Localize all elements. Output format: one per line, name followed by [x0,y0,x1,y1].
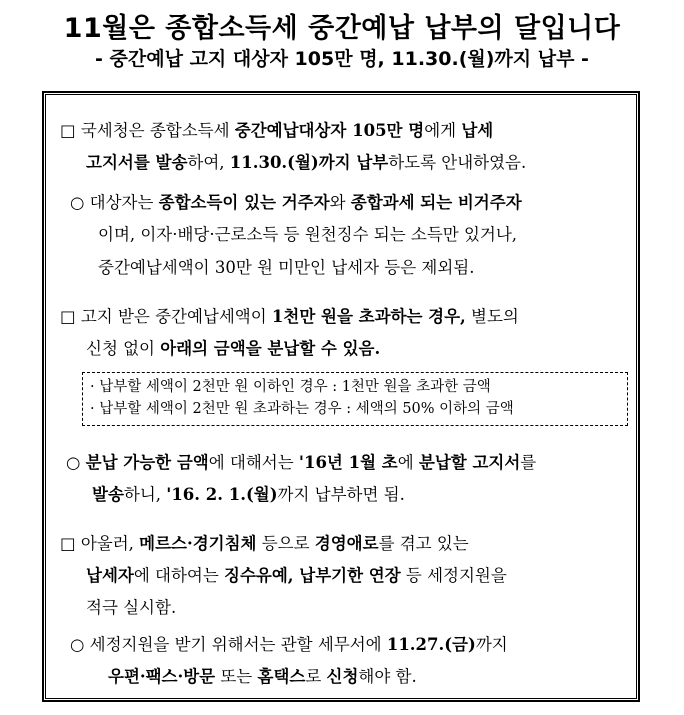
text: 하도록 안내하였음. [388,153,527,172]
text: 와 [329,193,351,212]
text-emphasis: 중간예납대상자 105만 명 [234,121,425,140]
text-emphasis: 1천만 원을 초과하는 경우, [271,307,466,326]
text: 를 [520,453,537,472]
text-emphasis: 11.27.(금) [386,635,476,654]
text-emphasis: 메르스·경기침체 [139,534,257,553]
text: 에 대하여는 [133,566,225,585]
section2-sub-line1 [66,453,536,473]
page-subtitle: - 중간예납 고지 대상자 105만 명, 11.30.(월)까지 납부 - [95,48,589,70]
text: 대상자는 [89,193,159,212]
text-emphasis: '16. 2. 1.(월) [166,485,278,504]
section3-line1 [60,534,469,554]
circle-bullet-icon: ○ [66,453,81,472]
text-emphasis: 납세자 [86,566,134,585]
text: 등 세정지원을 [400,566,507,585]
text: 별도의 [465,307,519,326]
installment-row-2: · 납부할 세액이 2천만 원 초과하는 경우 : 세액의 50% 이하의 금액 [90,401,514,417]
text-emphasis: 11.30.(월)까지 납부 [229,153,389,172]
text: 아울러, [80,534,140,553]
text: 에 대해서는 [208,453,299,472]
text: 세정지원을 받기 위해서는 관할 세무서에 [89,635,387,654]
text: 까지 납부하면 됨. [277,485,405,504]
text-emphasis: 납세 [461,121,494,140]
text: 해야 함. [358,667,417,686]
text: 에 [397,453,419,472]
text: 국세청은 종합소득세 [80,121,235,140]
section3-sub-line1 [70,635,508,655]
section3-sub-line2 [108,667,417,687]
square-bullet-icon: □ [60,534,76,553]
section2-line1 [60,307,519,327]
text-emphasis: 우편·팩스·방문 [108,667,216,686]
square-bullet-icon: □ [60,307,76,326]
installment-row-1: · 납부할 세액이 2천만 원 이하인 경우 : 1천만 원을 초과한 금액 [90,379,491,395]
text-emphasis: 분납 가능한 금액 [85,453,209,472]
section2-sub-line2 [92,485,405,505]
text-emphasis: 경영애로 [314,534,379,553]
section1-sub-line3: 중간예납세액이 30만 원 미만인 납세자 등은 제외됨. [98,258,475,277]
section1-sub-line2: 이며, 이자·배당·근로소득 등 원천징수 되는 소득만 있거나, [98,225,518,244]
section1-line1 [60,121,493,141]
text-emphasis: 고지서를 발송 [86,153,188,172]
text-emphasis: 아래의 금액을 분납할 수 있음. [160,339,381,358]
text: 를 겪고 있는 [378,534,469,553]
section2-line2 [86,339,380,359]
text-emphasis: 발송 [92,485,124,504]
text: 에게 [424,121,462,140]
section1-line2 [86,153,526,173]
text: 하여, [187,153,230,172]
circle-bullet-icon: ○ [70,193,85,212]
text-emphasis: 분납할 고지서 [418,453,521,472]
section3-line2 [86,566,507,586]
text: 하니, [123,485,167,504]
page-title: 11월은 종합소득세 중간예납 납부의 달입니다 [63,13,621,44]
text: 신청 없이 [86,339,161,358]
text-emphasis: 신청 [326,667,359,686]
circle-bullet-icon: ○ [70,635,85,654]
text: 로 [305,667,327,686]
text: 등으로 [256,534,315,553]
text-emphasis: '16년 1월 초 [298,453,398,472]
text-emphasis: 홈택스 [257,667,306,686]
section3-line3: 적극 실시함. [86,598,177,617]
text: 까지 [475,635,508,654]
text: 고지 받은 중간예납세액이 [80,307,272,326]
text-emphasis: 종합과세 되는 비거주자 [350,193,522,212]
section1-sub-line1 [70,193,522,213]
text-emphasis: 종합소득이 있는 거주자 [158,193,330,212]
text-emphasis: 징수유예, 납부기한 연장 [224,566,401,585]
text: 또는 [215,667,258,686]
square-bullet-icon: □ [60,121,76,140]
